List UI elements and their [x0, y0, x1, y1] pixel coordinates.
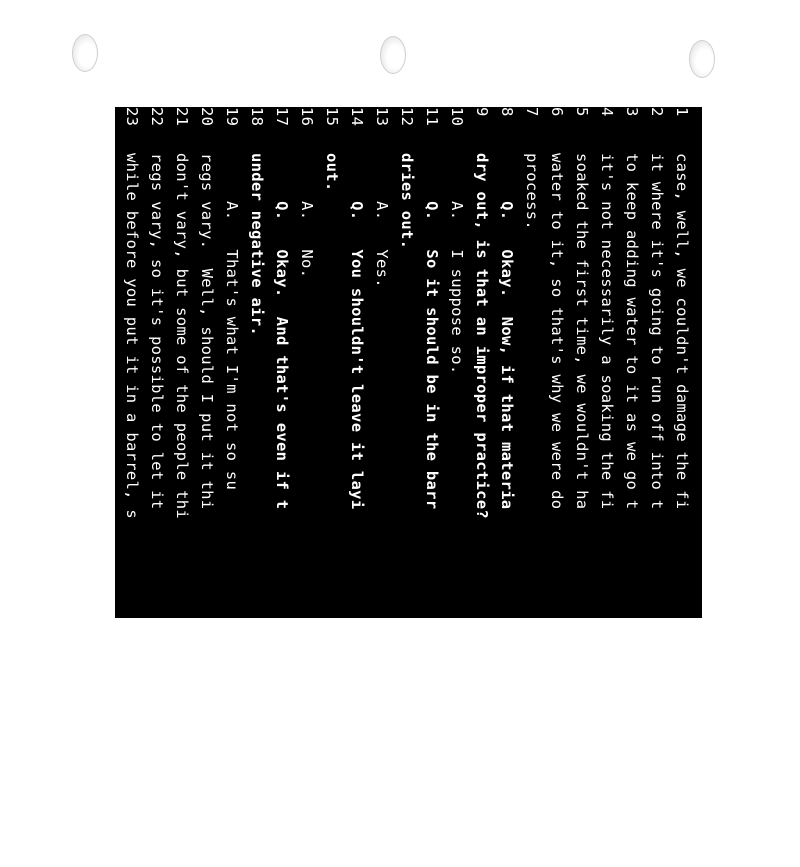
line-number: 17 [273, 107, 291, 127]
line-text: don't vary, but some of the people thi [173, 153, 191, 520]
line-number: 11 [423, 107, 441, 127]
punch-hole-center [380, 36, 406, 74]
transcript-line [369, 107, 394, 867]
line-number: 6 [548, 107, 566, 117]
line-text: to keep adding water to it as we go t [623, 153, 641, 510]
line-text: while before you put it in a barrel, s [123, 153, 141, 520]
line-number: 9 [473, 107, 491, 117]
line-number: 14 [348, 107, 366, 127]
line-number: 20 [198, 107, 216, 127]
line-text: process. [523, 153, 541, 231]
line-number: 5 [573, 107, 591, 117]
line-text: A. No. [298, 153, 316, 279]
line-number: 10 [448, 107, 466, 127]
line-number: 1 [673, 107, 691, 117]
transcript-line [144, 107, 169, 867]
transcript-line [269, 107, 294, 867]
transcript-line [569, 107, 594, 867]
line-number: 18 [248, 107, 266, 127]
line-number: 22 [148, 107, 166, 127]
transcript-line [644, 107, 669, 867]
transcript-line [394, 107, 419, 867]
transcript-line [594, 107, 619, 867]
punch-hole-right [689, 40, 715, 78]
transcript-line [344, 107, 369, 867]
transcript-line [244, 107, 269, 867]
punch-hole-left [72, 34, 98, 72]
line-text: A. Yes. [373, 153, 391, 288]
line-text: A. I suppose so. [448, 153, 466, 375]
line-text: soaked the first time, we wouldn't ha [573, 153, 591, 510]
transcript-line [419, 107, 444, 867]
transcript-line [469, 107, 494, 867]
transcript-line [619, 107, 644, 867]
line-number: 24 [98, 107, 116, 127]
transcript-line [319, 107, 344, 867]
line-number: 19 [223, 107, 241, 127]
line-text: it where it's going to run off into t [648, 153, 666, 510]
transcript-line [669, 107, 694, 867]
line-number: 21 [173, 107, 191, 127]
line-text: water to it, so that's why we were do [548, 153, 566, 510]
line-number: 3 [623, 107, 641, 117]
line-number: 8 [498, 107, 516, 117]
line-text: dry out, is that an improper practice? [473, 153, 491, 520]
transcript-line [494, 107, 519, 867]
line-text: Q. Okay. Now, if that materia [498, 153, 516, 510]
line-number: 16 [298, 107, 316, 127]
transcript-line [219, 107, 244, 867]
transcript-line [169, 107, 194, 867]
transcript-line [194, 107, 219, 867]
line-text: Q. Okay. And that's even if t [273, 153, 291, 510]
transcript-line [294, 107, 319, 867]
line-text: regs vary. Well, should I put it thi [198, 153, 216, 510]
line-text: out. [323, 153, 341, 192]
line-text: A. That's what I'm not so su [223, 153, 241, 491]
line-text: Q. You shouldn't leave it layi [348, 153, 366, 510]
line-number: 12 [398, 107, 416, 127]
line-number: 15 [323, 107, 341, 127]
line-number: 4 [598, 107, 616, 117]
transcript-lines [98, 107, 702, 618]
line-text: case, well, we couldn't damage the fi [673, 153, 691, 510]
transcript-line [519, 107, 544, 867]
line-text: always go directly into the barrel is [98, 153, 116, 510]
line-number: 7 [523, 107, 541, 117]
line-text: regs vary, so it's possible to let it [148, 153, 166, 510]
transcript-line [94, 107, 119, 867]
line-number: 23 [123, 107, 141, 127]
transcript-line [544, 107, 569, 867]
line-number: 2 [648, 107, 666, 117]
line-text: under negative air. [248, 153, 266, 337]
line-number: 13 [373, 107, 391, 127]
line-text: Q. So it should be in the barr [423, 153, 441, 510]
transcript-block [98, 107, 702, 618]
transcript-line [444, 107, 469, 867]
line-text: dries out. [398, 153, 416, 250]
transcript-line [119, 107, 144, 867]
line-text: it's not necessarily a soaking the fi [598, 153, 616, 510]
